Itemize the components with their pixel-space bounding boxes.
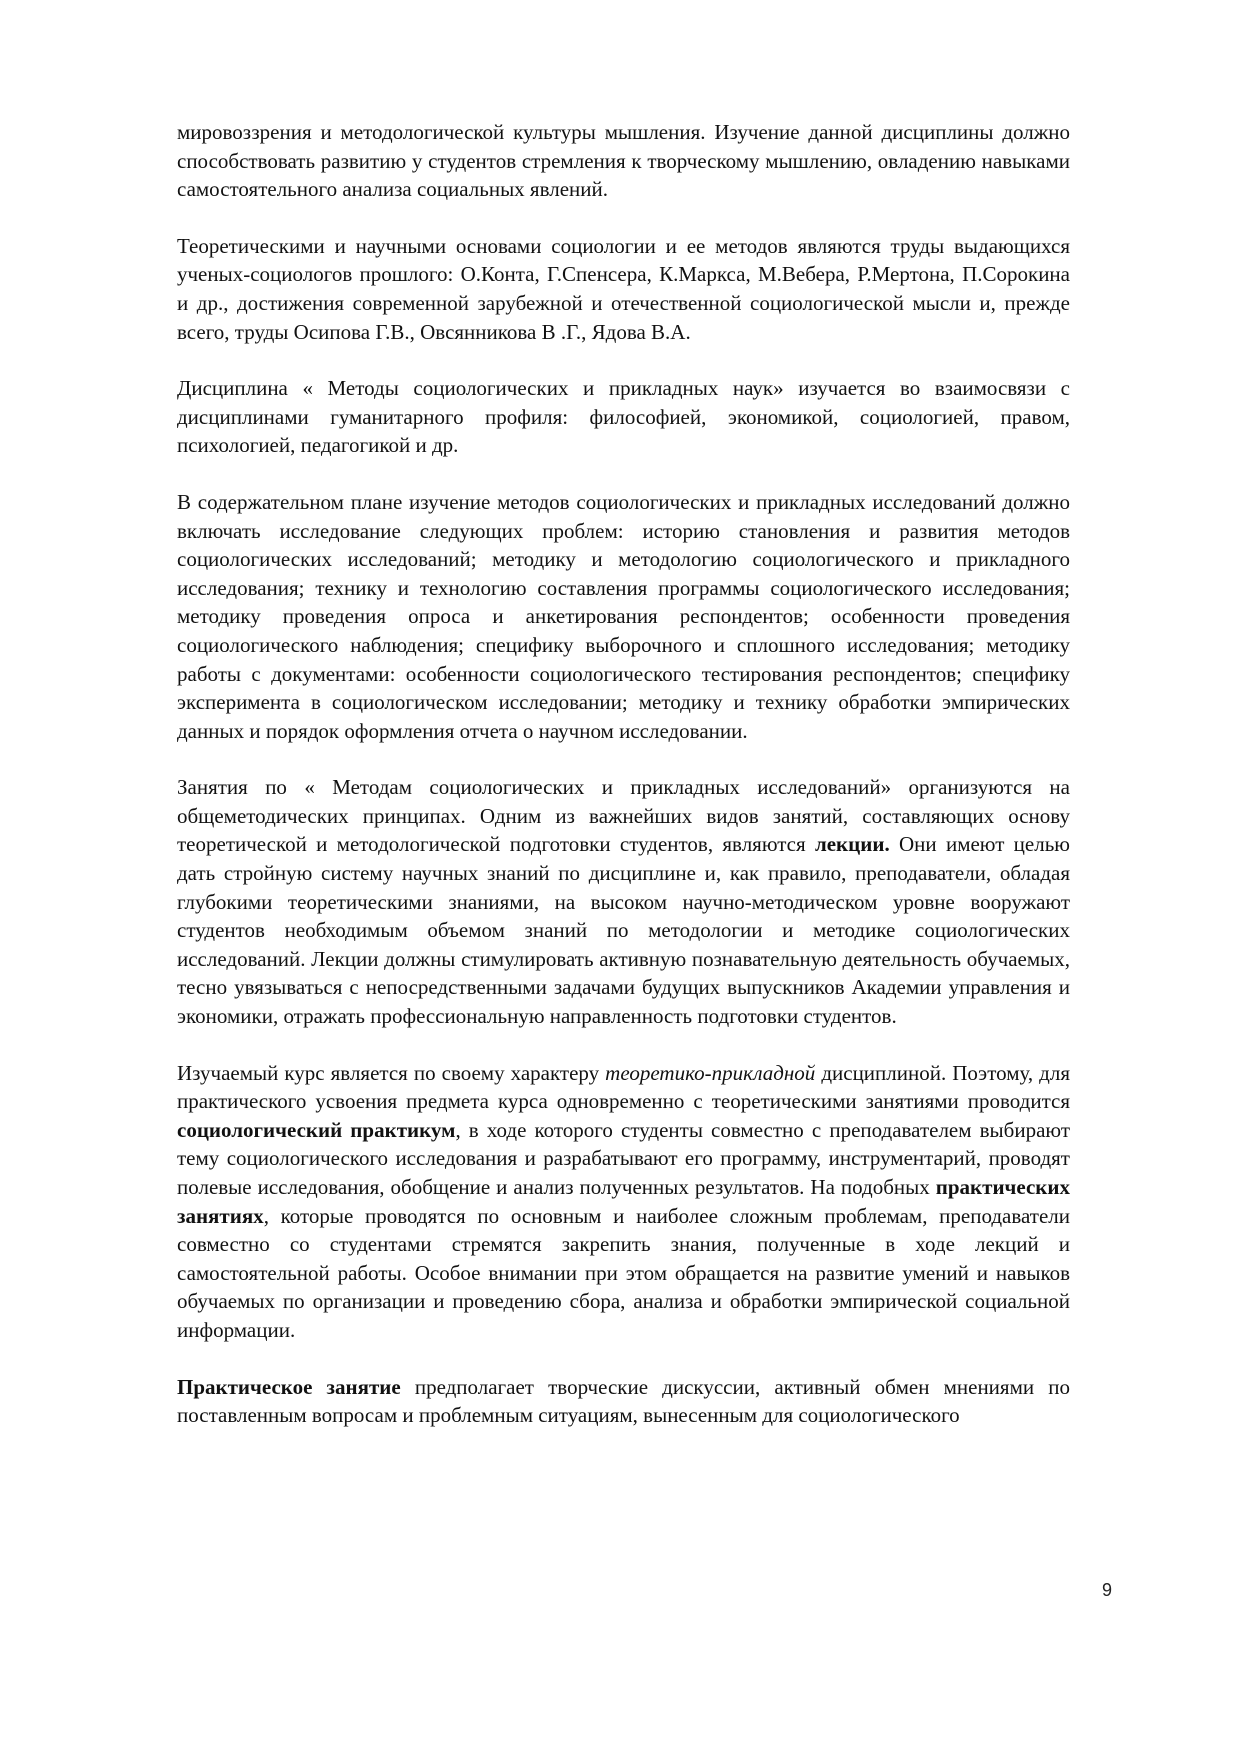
paragraph-worldview [177,118,1070,204]
bold-term-practical-class: Практическое занятие [177,1374,401,1399]
paragraph-text: В содержательном плане изучение методов социологических и прикладных исследований должно включать исследование следующих проблем: историю становления и развития методов социологических исследований; методику и методологию социологического и прикладного исследования; технику и технологию составления программы социологического исследования; методику проведения опроса и анкетирования респондентов; особенности проведения социологического наблюдения; специфику выборочного и сплошного исследования; методику работы с документами: особенности социологического тестирования респондентов; специфику эксперимента в социологическом исследовании; методику и технику обработки эмпирических данных и порядок оформления отчета о научном исследовании. [177,489,1070,743]
bold-term-practical-classes: практических занятиях [177,1175,1070,1228]
page-number: 9 [1101,1580,1112,1600]
paragraph-text: дисциплиной. Поэтому, для практического усвоения предмета курса одновременно с теоретическими занятиями проводится [177,1060,1070,1114]
paragraph-text: Изучаемый курс является по своему характеру [177,1060,606,1085]
paragraph-practical-class [177,1373,1070,1430]
paragraph-text: , которые проводятся по основным и наиболее сложным проблемам, преподаватели совместно со студентами стремятся закрепить знания, полученные в ходе лекций и самостоятельной работы. Особое внимании при этом обращается на развитие умений и навыков обучаемых по организации и проведению сбора, анализа и обработки эмпирической социальной информации. [177,1203,1070,1342]
paragraph-text: Занятия по « Методам социологических и прикладных исследований» организуются на общеметодических принципах. Одним из важнейших видов занятий, составляющих основу теоретической и методологической подготовки студентов, являются [177,775,1070,857]
paragraph-text: , в ходе которого студенты совместно с преподавателем выбирают тему социологического исследования и разрабатывают его программу, инструментарий, проводят полевые исследования, обобщение и анализ полученных результатов. На подобных [177,1117,1070,1199]
bold-term-sociological-practicum: социологический практикум [177,1117,456,1142]
paragraph-practicum [177,1059,1070,1345]
paragraph-text: предполагает творческие дискуссии, активный обмен мнениями по поставленным вопросам и проблемным ситуациям, вынесенным для социологического [177,1374,1070,1428]
italic-term-theoretical-applied: теоретико-прикладной [605,1060,816,1085]
paragraph-discipline-relations [177,374,1070,460]
bold-term-lectures: лекции. [814,832,890,857]
document-body [177,118,1070,1458]
paragraph-text: мировоззрения и методологической культуры мышления. Изучение данной дисциплины должно способствовать развитию у студентов стремления к творческому мышлению, овладению навыками самостоятельного анализа социальных явлений. [177,120,1070,202]
paragraph-text: Они имеют целью дать стройную систему научных знаний по дисциплине и, как правило, преподаватели, обладая глубокими теоретическими знаниями, на высоком научно-методическом уровне вооружают студентов необходимым объемом знаний по методологии и методике социологических исследований. Лекции должны стимулировать активную познавательную деятельность обучаемых, тесно увязываться с непосредственными задачами будущих выпускников Академии управления и экономики, отражать профессиональную направленность подготовки студентов. [177,832,1070,1029]
paragraph-lectures [177,773,1070,1030]
paragraph-text: Теоретическими и научными основами социологии и ее методов являются труды выдающихся ученых-социологов прошлого: О.Конта, Г.Спенсера, К.Маркса, М.Вебера, Р.Мертона, П.Сорокина и др., достижения современной зарубежной и отечественной социологической мысли и, прежде всего, труды Осипова Г.В., Овсянникова В .Г., Ядова В.А. [177,233,1070,344]
paragraph-theoretical-foundations [177,232,1070,346]
paragraph-text: Дисциплина « Методы социологических и прикладных наук» изучается во взаимосвязи с дисциплинами гуманитарного профиля: философией, экономикой, социологией, правом, психологией, педагогикой и др. [177,376,1070,458]
paragraph-content-plan [177,488,1070,745]
